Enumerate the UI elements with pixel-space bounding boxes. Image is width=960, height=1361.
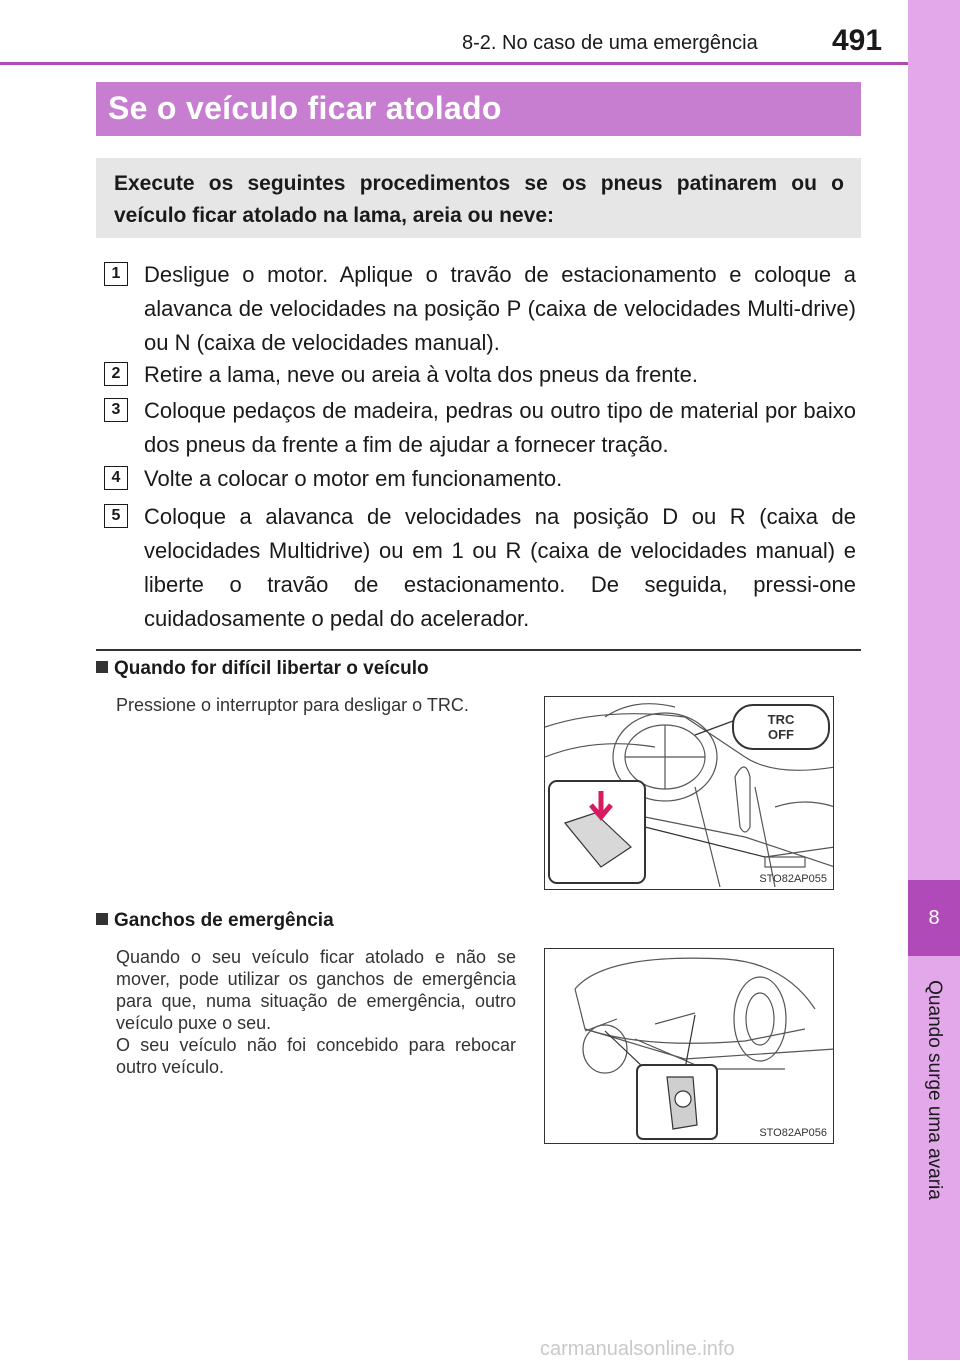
chapter-number: 8 (908, 880, 960, 956)
subsection-text-hooks: Quando o seu veículo ficar atolado e não se mover, pode utilizar os ganchos de emergência para que, numa situação de emergência, outro veículo puxe o seu. O seu veículo não foi concebido para rebocar outro veículo. (116, 947, 516, 1077)
callout-trc: TRC (767, 712, 795, 727)
step-text: Volte a colocar o motor em funcionamento. (144, 466, 563, 491)
intro-box (96, 158, 861, 238)
step-3 (104, 394, 856, 462)
callout-off: OFF (768, 727, 794, 742)
dashboard-illustration (545, 697, 834, 890)
step-number-badge: 2 (104, 362, 128, 386)
underbody-illustration (545, 949, 834, 1144)
header-rule (0, 62, 908, 65)
step-text: Coloque a alavanca de velocidades na posição D ou R (caixa de velocidades Multidrive) ou em 1 ou R (caixa de velocidades manual) e liberte o travão de estacionamento. De seguida, pressi-one cuidadosamente o pedal do acelerador. (144, 504, 856, 631)
subsection-title-hooks: Ganchos de emergência (96, 910, 334, 932)
figure-code: STO82AP056 (759, 1127, 827, 1139)
subsection-title-trc: Quando for difícil libertar o veículo (96, 658, 429, 680)
page-number: 491 (832, 24, 883, 57)
intro-text: Execute os seguintes procedimentos se os pneus patinarem ou o veículo ficar atolado na lama, areia ou neve: (114, 172, 844, 227)
page-title: Se o veículo ficar atolado (108, 90, 502, 126)
figure-code: STO82AP055 (759, 873, 827, 885)
step-text: Coloque pedaços de madeira, pedras ou outro tipo de material por baixo dos pneus da frente a fim de ajudar a fornecer tração. (144, 398, 856, 457)
step-text: Retire a lama, neve ou areia à volta dos pneus da frente. (144, 362, 699, 387)
chapter-tab (908, 0, 960, 1360)
chapter-label: Quando surge uma avaria (924, 980, 945, 1200)
square-bullet-icon (96, 661, 108, 673)
step-2 (104, 358, 856, 392)
step-number-badge: 4 (104, 466, 128, 490)
square-bullet-icon (96, 913, 108, 925)
step-number-badge: 5 (104, 504, 128, 528)
step-5 (104, 500, 856, 636)
subsection-text-trc: Pressione o interruptor para desligar o TRC. (116, 695, 469, 715)
tow-hook-figure (544, 948, 834, 1144)
section-divider (96, 649, 861, 651)
step-number-badge: 1 (104, 262, 128, 286)
section-header: 8-2. No caso de uma emergência (462, 32, 758, 54)
watermark: carmanualsonline.info (540, 1338, 735, 1360)
title-bar (96, 82, 861, 136)
step-1 (104, 258, 856, 360)
step-number-badge: 3 (104, 398, 128, 422)
trc-switch-figure (544, 696, 834, 890)
step-4 (104, 462, 856, 496)
step-text: Desligue o motor. Aplique o travão de estacionamento e coloque a alavanca de velocidades na posição P (caixa de velocidades Multi-drive) ou N (caixa de velocidades manual). (144, 262, 856, 355)
